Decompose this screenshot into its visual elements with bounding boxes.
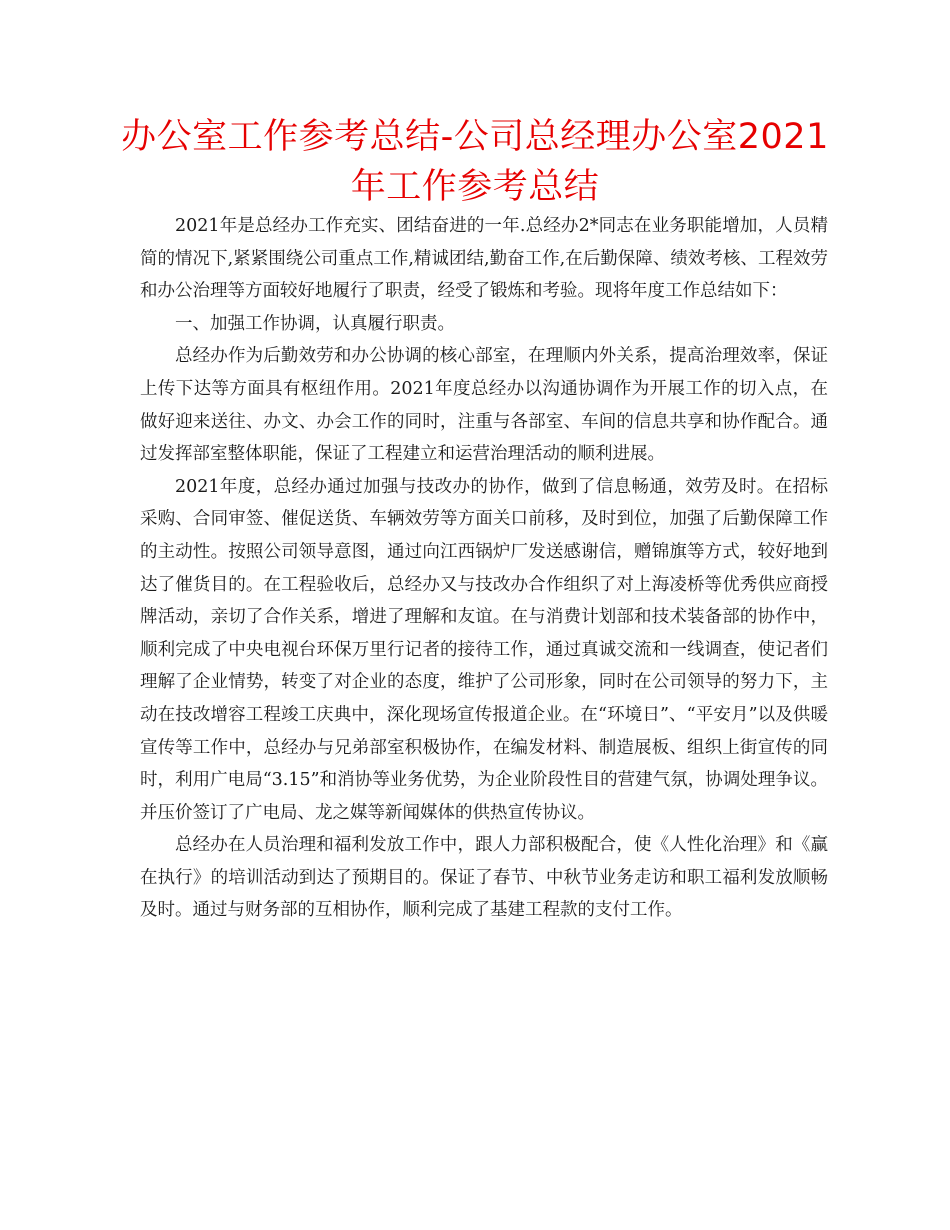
paragraph: 总经办作为后勤效劳和办公协调的核心部室，在理顺内外关系，提高治理效率，保证上传下达等方面具有枢纽作用。2021年度总经办以沟通协调作为开展工作的切入点，在做好迎来送往、办文、办会工作的同时，注重与各部室、车间的信息共享和协作配合。通过发挥部室整体职能，保证了工程建立和运营治理活动的顺利进展。 [140, 346, 828, 465]
document-body [140, 210, 828, 927]
section-heading: 一、加强工作协调，认真履行职责。 [175, 313, 455, 334]
paragraph: 总经办在人员治理和福利发放工作中，跟人力部积极配合，使《人性化治理》和《赢在执行》的培训活动到达了预期目的。保证了春节、中秋节业务走访和职工福利发放顺畅及时。通过与财务部的互相协作，顺利完成了基建工程款的支付工作。 [140, 835, 828, 921]
paragraph-intro: 2021年是总经办工作充实、团结奋进的一年.总经办2*同志在业务职能增加，人员精简的情况下,紧紧围绕公司重点工作,精诚团结,勤奋工作,在后勤保障、绩效考核、工程效劳和办公治理等方面较好地履行了职责，经受了锻炼和考验。现将年度工作总结如下： [140, 216, 828, 302]
paragraph: 2021年度，总经办通过加强与技改办的协作，做到了信息畅通，效劳及时。在招标采购、合同审签、催促送货、车辆效劳等方面关口前移，及时到位，加强了后勤保障工作的主动性。按照公司领导意图，通过向江西锅炉厂发送感谢信，赠锦旗等方式，较好地到达了催货目的。在工程验收后，总经办又与技改办合作组织了对上海凌桥等优秀供应商授牌活动，亲切了合作关系，增进了理解和友谊。在与消费计划部和技术装备部的协作中，顺利完成了中央电视台环保万里行记者的接待工作，通过真诚交流和一线调查，使记者们理解了企业情势，转变了对企业的态度，维护了公司形象，同时在公司领导的努力下，主动在技改增容工程竣工庆典中，深化现场宣传报道企业。在“环境日”、“平安月”以及供暖宣传等工作中，总经办与兄弟部室积极协作，在编发材料、制造展板、组织上街宣传的同时，利用广电局“3.15”和消协等业务优势，为企业阶段性目的营建气氛，协调处理争议。并压价签订了广电局、龙之媒等新闻媒体的供热宣传协议。 [140, 476, 828, 823]
document-title: 办公室工作参考总结-公司总经理办公室2021年工作参考总结 [121, 117, 829, 207]
